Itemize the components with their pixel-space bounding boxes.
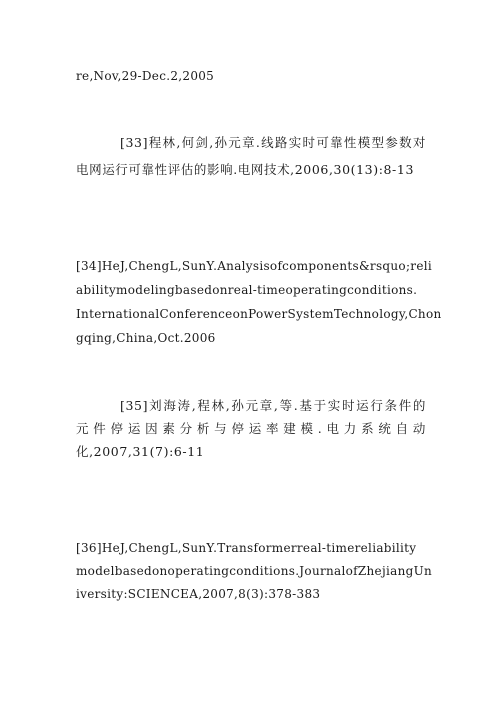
reference-36-line-2: modelbasedonoperatingconditions.JournalofZhejiangUn: [76, 564, 433, 578]
reference-32-line-1: re,Nov,29-Dec.2,2005: [76, 69, 215, 83]
reference-33-line-1: [33]程林,何剑,孙元章.线路实时可靠性模型参数对: [120, 135, 426, 150]
reference-36-line-1: [36]HeJ,ChengL,SunY.Transformerreal-timereliability: [76, 541, 417, 555]
reference-35-line-2: 元件停运因素分析与停运率建模.电力系统自动: [76, 421, 426, 436]
reference-34-line-3: InternationalConferenceonPowerSystemTechnology,Chon: [76, 307, 442, 321]
reference-36-line-3: iversity:SCIENCEA,2007,8(3):378-383: [76, 587, 321, 601]
reference-35-line-3: 化,2007,31(7):6-11: [76, 444, 205, 459]
reference-34-line-1: [34]HeJ,ChengL,SunY.Analysisofcomponents&rsquo;reli: [76, 259, 433, 273]
reference-34-line-4: gqing,China,Oct.2006: [76, 331, 216, 345]
reference-33-line-2: 电网运行可靠性评估的影响.电网技术,2006,30(13):8-13: [76, 162, 414, 177]
reference-35-line-1: [35]刘海涛,程林,孙元章,等.基于实时运行条件的: [120, 398, 426, 413]
reference-34-line-2: abilitymodelingbasedonreal-timeoperatingconditions.: [76, 283, 418, 297]
